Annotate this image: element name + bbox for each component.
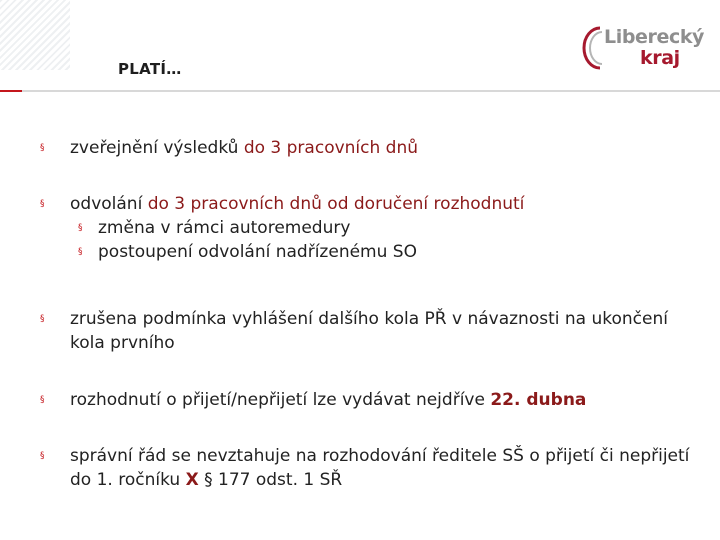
bullet-highlight-date: 22. dubna [490,390,587,410]
slide-title: PLATÍ… [118,60,182,78]
bullet-highlight-x: X [185,470,199,490]
bullet-item [40,307,700,355]
bullet-text: odvolání [70,194,148,214]
bullet-item [40,192,700,264]
bullet-marker: § [40,143,45,153]
bullet-text: rozhodnutí o přijetí/nepřijetí lze vydávat nejdříve [70,390,491,410]
sub-bullet-marker: § [78,247,83,257]
bullet-text: zveřejnění výsledků [70,138,244,158]
bullet-item [40,444,700,492]
bullet-marker: § [40,314,45,324]
bullet-text: správní řád se nevztahuje na rozhodování ředitele SŠ o přijetí či nepřijetí do 1. ročníku [70,446,690,490]
title-divider [0,90,720,92]
bullet-marker: § [40,199,45,209]
corner-decoration [0,0,70,70]
sub-bullet-item [70,240,700,264]
logo-text-line2: kraj [640,47,680,69]
bullet-highlight: do 3 pracovních dnů od doručení rozhodnutí [147,194,525,214]
bullet-item [40,388,700,412]
bullet-marker: § [40,395,45,405]
bullet-text: zrušena podmínka vyhlášení dalšího kola PŘ v návaznosti na ukončení kola prvního [70,309,668,353]
logo-text-line1: Liberecký [604,26,705,48]
sub-bullet-text: postoupení odvolání nadřízenému SO [98,242,417,262]
sub-bullet-marker: § [78,223,83,233]
liberecky-kraj-logo [580,24,705,72]
bullet-text-tail: § 177 odst. 1 SŘ [198,470,343,490]
bullet-highlight: do 3 pracovních dnů [243,138,419,158]
bullet-item [40,136,700,160]
bullet-marker: § [40,451,45,461]
sub-bullet-text: změna v rámci autoremedury [98,218,351,238]
sub-bullet-item [70,216,700,240]
